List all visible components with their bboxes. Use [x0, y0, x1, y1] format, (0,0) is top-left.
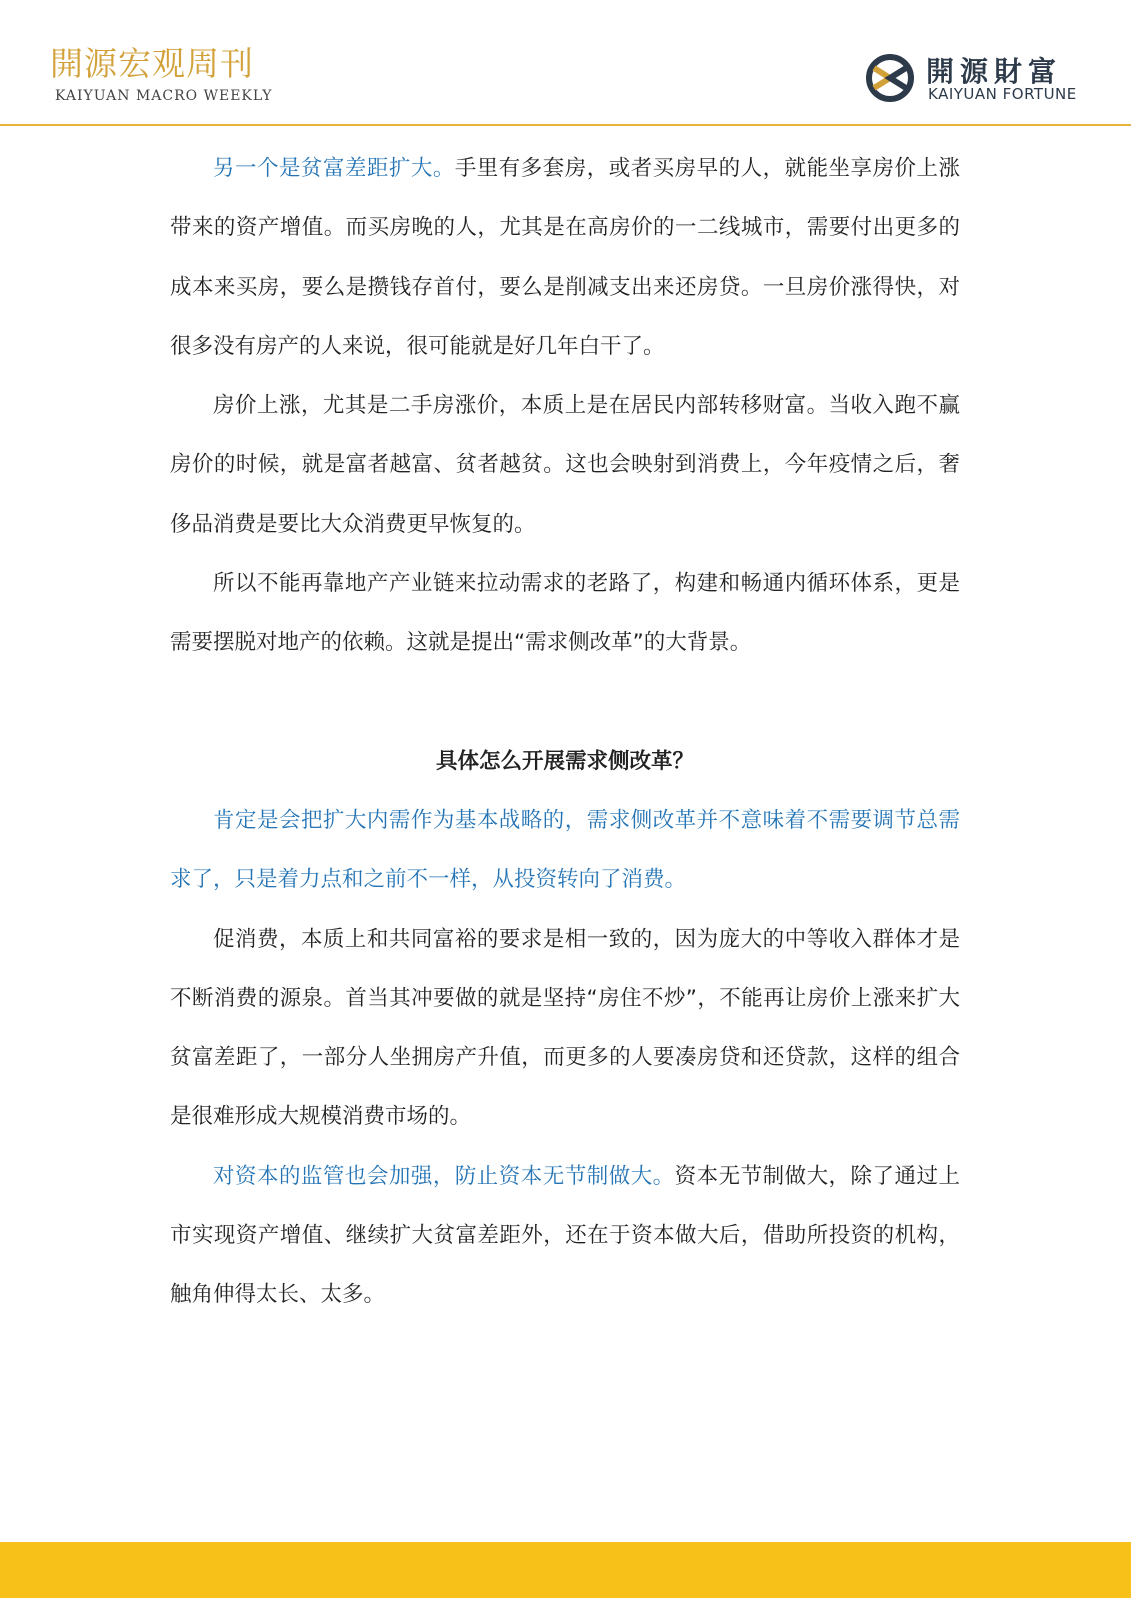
paragraph-2: 房价上涨，尤其是二手房涨价，本质上是在居民内部转移财富。当收入跑不赢房价的时候，就是富者越富、贫者越贫。这也会映射到消费上，今年疫情之后，奢侈品消费是要比大众消费更早恢复的。 — [170, 393, 960, 537]
kaiyuan-logo-icon — [864, 52, 916, 104]
logo-english-text: KAIYUAN FORTUNE — [928, 85, 1077, 103]
header-divider — [0, 124, 1131, 126]
publication-subtitle: KAIYUAN MACRO WEEKLY — [55, 88, 273, 104]
footer-bar — [0, 1542, 1131, 1598]
paragraph-1 — [170, 139, 960, 376]
paragraph-6-highlight: 对资本的监管也会加强，防止资本无节制做大。 — [213, 1163, 675, 1189]
paragraph-1-text: 手里有多套房，或者买房早的人，就能坐享房价上涨带来的资产增值。而买房晚的人，尤其是在高房价的一二线城市，需要付出更多的成本来买房，要么是攒钱存首付，要么是削减支出来还房贷。一旦房价涨得快，对很多没有房产的人来说，很可能就是好几年白干了。 — [170, 156, 960, 359]
paragraph-5: 促消费，本质上和共同富裕的要求是相一致的，因为庞大的中等收入群体才是不断消费的源泉。首当其冲要做的就是坚持“房住不炒”，不能再让房价上涨来扩大贫富差距了，一部分人坐拥房产升值，而更多的人要凑房贷和还贷款，这样的组合是很难形成大规模消费市场的。 — [170, 926, 960, 1130]
logo-chinese-text: 開源財富 — [926, 55, 1063, 88]
paragraph-1-highlight: 另一个是贫富差距扩大。 — [213, 156, 455, 181]
section-heading: 具体怎么开展需求侧改革？ — [435, 748, 694, 774]
paragraph-3: 所以不能再靠地产产业链来拉动需求的老路了，构建和畅通内循环体系，更是需要摆脱对地产的依赖。这就是提出“需求侧改革”的大背景。 — [170, 571, 960, 656]
paragraph-6-text: 资本无节制做大，除了通过上市实现资产增值、继续扩大贫富差距外，还在于资本做大后，借助所投资的机构，触角伸得太长、太多。 — [170, 1163, 960, 1308]
paragraph-6 — [170, 1147, 960, 1325]
publication-title: 開源宏观周刊 — [50, 44, 254, 83]
page-header — [0, 0, 1131, 126]
article-body — [170, 139, 960, 1325]
paragraph-4-highlight: 肯定是会把扩大内需作为基本战略的，需求侧改革并不意味着不需要调节总需求了，只是着力点和之前不一样，从投资转向了消费。 — [170, 807, 960, 893]
